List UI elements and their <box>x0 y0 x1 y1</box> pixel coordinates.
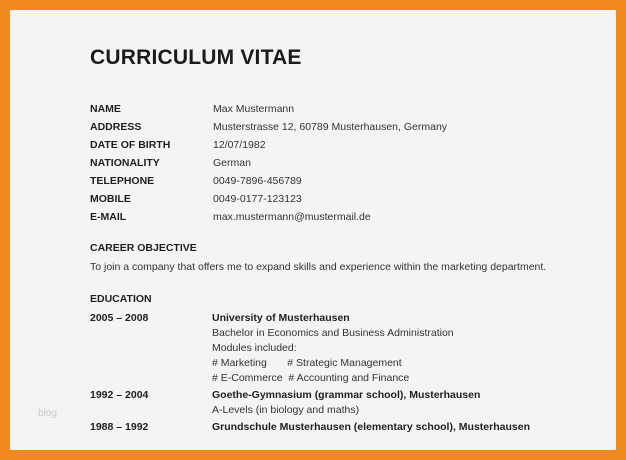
education-period: 2005 – 2008 <box>90 312 149 324</box>
telephone-label: TELEPHONE <box>90 175 155 187</box>
mobile-value: 0049-0177-123123 <box>213 193 302 205</box>
telephone-value: 0049-7896-456789 <box>213 175 302 187</box>
email-label: E-MAIL <box>90 211 127 223</box>
address-value: Musterstrasse 12, 60789 Musterhausen, Germany <box>213 121 448 133</box>
page-title: CURRICULUM VITAE <box>90 46 302 69</box>
career-heading: CAREER OBJECTIVE <box>90 242 197 254</box>
education-period: 1988 – 1992 <box>90 421 149 433</box>
nationality-label: NATIONALITY <box>90 157 160 169</box>
education-detail: Modules included: <box>212 342 297 354</box>
education-period: 1992 – 2004 <box>90 389 149 401</box>
career-text: To join a company that offers me to expand skills and experience within the marketing department. <box>90 261 547 273</box>
name-label: NAME <box>90 103 121 115</box>
education-detail: # E-Commerce # Accounting and Finance <box>212 372 410 384</box>
name-value: Max Mustermann <box>213 103 295 115</box>
education-detail: Bachelor in Economics and Business Administration <box>212 327 454 339</box>
nationality-value: German <box>213 157 251 169</box>
email-value: max.mustermann@mustermail.de <box>213 211 371 223</box>
address-label: ADDRESS <box>90 121 142 133</box>
watermark: blog <box>38 408 57 419</box>
education-institution: University of Musterhausen <box>212 312 350 324</box>
cv-page <box>10 10 616 450</box>
mobile-label: MOBILE <box>90 193 131 205</box>
dob-value: 12/07/1982 <box>213 139 266 151</box>
education-detail: # Marketing # Strategic Management <box>212 357 402 369</box>
education-heading: EDUCATION <box>90 293 152 305</box>
education-institution: Goethe-Gymnasium (grammar school), Musterhausen <box>212 389 481 401</box>
education-detail: A-Levels (in biology and maths) <box>212 404 360 416</box>
education-institution: Grundschule Musterhausen (elementary school), Musterhausen <box>212 421 530 433</box>
dob-label: DATE OF BIRTH <box>90 139 171 151</box>
